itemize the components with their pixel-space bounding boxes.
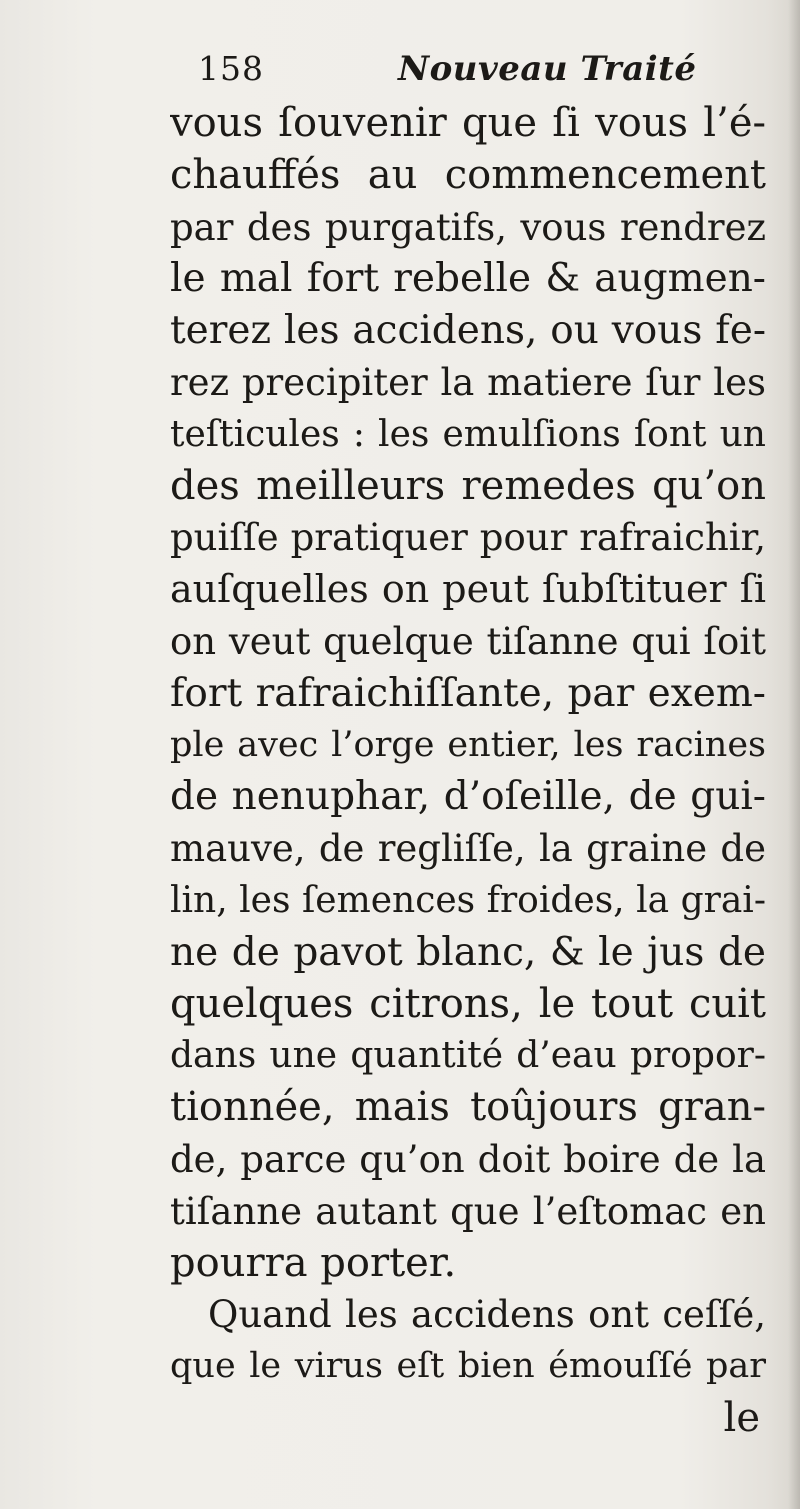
text-line: par des purgatifs, vous rendrez [170,205,766,249]
page-number: 158 [198,49,264,88]
text-line: teſticules : les emulſions ſont un [170,413,766,455]
paragraph-start-line: Quand les accidens ont ceſſé, [208,1293,766,1337]
text-line: ple avec l’orge entier, les racines [170,724,766,765]
text-line: mauve, de regliſſe, la graine de [170,827,766,871]
text-line: auſquelles on peut ſubſtituer ſi [170,567,766,612]
catchword-row [170,1392,766,1444]
catchword: le [723,1395,760,1441]
running-title: Nouveau Traité [398,49,697,89]
text-line: de nenuphar, d’oſeille, de gui- [170,774,766,820]
text-line: fort rafraichiſſante, par exem- [170,670,766,716]
paragraph-end-line: pourra porter. [170,1239,457,1286]
text-line: vous ſouvenir que ſi vous l’é- [170,100,766,146]
body-text [170,98,766,1393]
text-line: chauffés au commencement [170,151,766,198]
text-line: ne de pavot blanc, & le jus de [170,929,766,975]
text-line: quelques citrons, le tout cuit [170,980,766,1027]
text-line: que le virus eſt bien émouſſé par [170,1346,766,1387]
text-line: tiſanne autant que l’eſtomac en [170,1189,766,1233]
text-line: rez precipiter la matiere ſur les [170,360,766,404]
text-line: le mal fort rebelle & augmen- [170,256,766,302]
page-edge-shadow [788,0,800,1509]
text-line: des meilleurs remedes qu’on [170,462,766,509]
text-line: on veut quelque tiſanne qui ſoit [170,619,766,663]
text-line: puiſſe pratiquer pour rafraichir, [170,516,766,560]
text-line: lin, les ſemences froides, la grai- [170,879,766,921]
text-line: dans une quantité d’eau propor- [170,1035,766,1077]
text-line: de, parce qu’on doit boire de la [170,1137,766,1181]
text-line: terez les accidens, ou vous fe- [170,308,766,354]
page-header [190,44,750,94]
text-line: tionnée, mais toûjours gran- [170,1084,766,1131]
